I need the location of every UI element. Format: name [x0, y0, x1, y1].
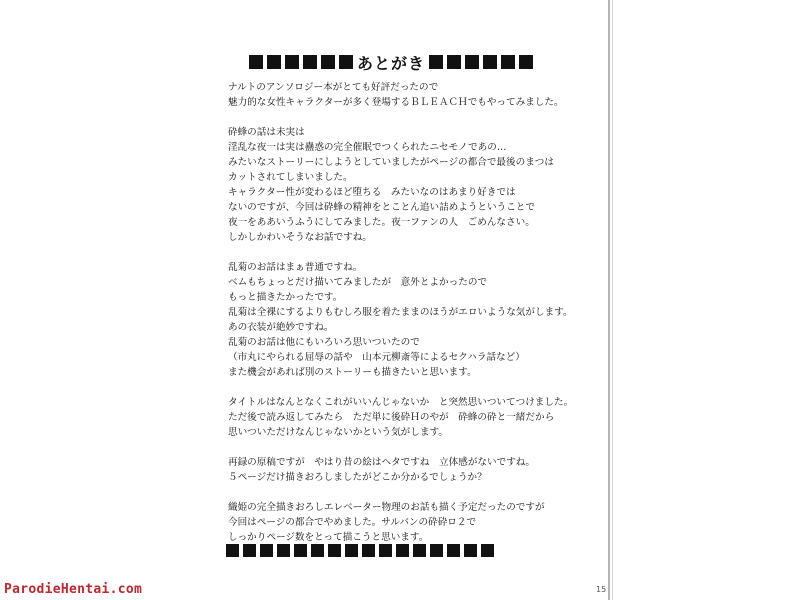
footer-block	[226, 544, 239, 557]
footer-block	[311, 544, 324, 557]
text-line: 織姫の完全描きおろしエレベーター物理のお話も描く予定だったのですが	[228, 502, 545, 513]
heading-block	[447, 55, 461, 69]
heading-block	[267, 55, 281, 69]
heading-block	[465, 55, 479, 69]
text-line: ベムもちょっとだけ描いてみましたが 意外とよかったので	[228, 277, 488, 288]
text-line: タイトルはなんとなくこれがいいんじゃないか と突然思いついてつけました。	[228, 397, 574, 408]
footer-block	[260, 544, 273, 557]
footer-block	[362, 544, 375, 557]
paragraph	[228, 395, 598, 440]
paragraph	[228, 80, 598, 110]
heading-block	[249, 55, 263, 69]
text-line: 乱菊のお話は他にもいろいろ思いついたので	[228, 337, 420, 348]
heading-block	[321, 55, 335, 69]
text-line: キャラクター性が変わるほど堕ちる みたいなのはあまり好きでは	[228, 187, 516, 198]
page-edge-line	[612, 0, 613, 600]
footer-block	[430, 544, 443, 557]
text-line: 魅力的な女性キャラクターが多く登場するＢＬＥＡＣＨでもやってみました。	[228, 97, 564, 108]
footer-block	[464, 544, 477, 557]
text-line: 再録の原稿ですが やはり昔の絵はヘタですね 立体感がないですね。	[228, 457, 535, 468]
heading-block	[519, 55, 533, 69]
footer-block	[413, 544, 426, 557]
text-line: ナルトのアンソロジー本がとても好評だったので	[228, 82, 439, 93]
paragraph	[228, 260, 598, 380]
text-line: 乱菊のお話はまぁ普通ですね。	[228, 262, 363, 273]
paragraph	[228, 125, 598, 245]
text-line: ないのですが、今回は砕蜂の精神をとことん追い詰めようということで	[228, 202, 535, 213]
page-edge-shadow	[608, 0, 610, 600]
footer-block	[294, 544, 307, 557]
footer-block	[328, 544, 341, 557]
footer-block	[447, 544, 460, 557]
heading-title: あとがき	[356, 53, 425, 73]
text-line: しっかりページ数をとって描こうと思います。	[228, 532, 429, 543]
afterword-heading	[226, 51, 556, 73]
footer-block	[379, 544, 392, 557]
heading-block	[285, 55, 299, 69]
afterword-body	[228, 80, 598, 560]
text-line: あの衣装が絶妙ですね。	[228, 322, 334, 333]
text-line: ５ページだけ描きおろしましたがどこか分かるでしょうか？	[228, 472, 487, 483]
text-line: 思いついただけなんじゃないかという気がします。	[228, 427, 448, 438]
heading-block	[483, 55, 497, 69]
paragraph	[228, 455, 598, 485]
text-line: ただ後で読み返してみたら ただ単に後砕Ｈのやが 砕蜂の砕と一緒だから	[228, 412, 555, 423]
heading-block	[339, 55, 353, 69]
site-watermark[interactable]: ParodieHentai.com	[4, 582, 143, 597]
text-line: もっと描きたかったです。	[228, 292, 343, 303]
heading-block	[429, 55, 443, 69]
text-line: 乱菊は全裸にするよりもむしろ服を着たままのほうがエロいような気がします。	[228, 307, 573, 318]
footer-blocks	[226, 544, 494, 557]
text-line: （市丸にやられる屈辱の話や 山本元柳斎等によるセクハラ話など）	[228, 352, 525, 363]
heading-block	[501, 55, 515, 69]
footer-block	[481, 544, 494, 557]
text-line: 今回はページの都合でやめました。サルバンの砕砕ロ２で	[228, 517, 477, 528]
footer-block	[277, 544, 290, 557]
text-line: 淫乱な夜一は実は蠱惑の完全催眠でつくられたニセモノであの…	[228, 142, 507, 153]
text-line: 夜一をああいうふうにしてみました。夜一ファンの人 ごめんなさい。	[228, 217, 535, 228]
heading-blocks-left	[249, 55, 353, 69]
text-line: しかしかわいそうなお話ですね。	[228, 232, 372, 243]
heading-block	[303, 55, 317, 69]
text-line: カットされてしまいました。	[228, 172, 353, 183]
footer-block	[396, 544, 409, 557]
page-number: 15	[596, 585, 607, 594]
footer-block	[345, 544, 358, 557]
text-line: また機会があれば別のストーリーも描きたいと思います。	[228, 367, 477, 378]
footer-block	[243, 544, 256, 557]
text-line: みたいなストーリーにしようとしていましたがページの都合で最後のまつは	[228, 157, 554, 168]
heading-blocks-right	[429, 55, 533, 69]
text-line: 砕蜂の話は未実は	[228, 127, 305, 138]
paragraph	[228, 500, 598, 545]
